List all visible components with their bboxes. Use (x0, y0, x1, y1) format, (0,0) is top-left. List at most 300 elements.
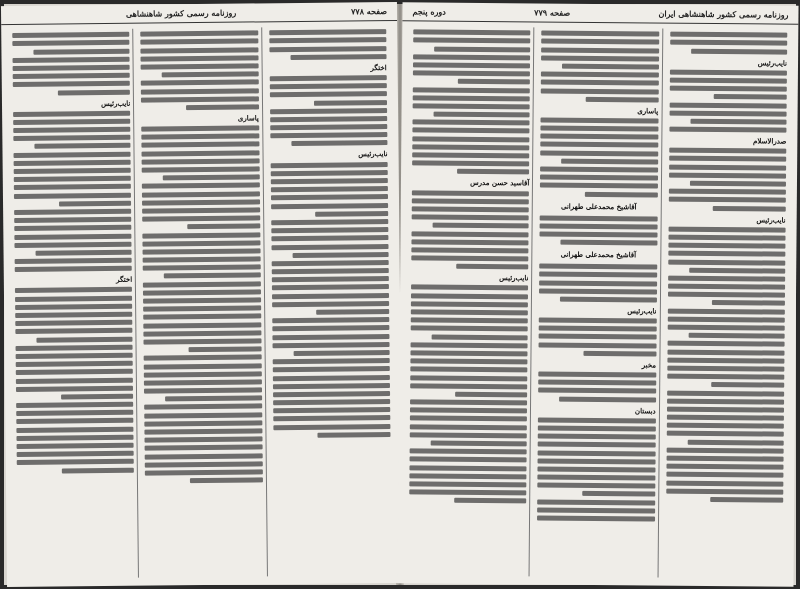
left-page-column-1 (266, 26, 395, 576)
text-line (61, 467, 134, 473)
text-line (668, 275, 785, 281)
text-line (668, 251, 785, 257)
text-line (540, 175, 657, 181)
text-line (667, 325, 784, 331)
text-line (163, 175, 259, 181)
text-line (666, 472, 783, 478)
text-line (142, 183, 259, 189)
text-line (410, 350, 527, 356)
left-page-column-2 (138, 27, 268, 577)
text-line (541, 80, 658, 86)
text-line (432, 334, 528, 340)
text-line (142, 125, 259, 131)
text-line (271, 260, 388, 266)
text-line (143, 216, 260, 222)
text-line (271, 203, 388, 209)
text-line (411, 239, 528, 245)
text-line (668, 243, 785, 249)
text-line (538, 483, 655, 489)
text-line (412, 206, 529, 212)
text-line (666, 447, 783, 453)
text-line (667, 406, 784, 412)
text-line (141, 96, 258, 102)
text-line (539, 288, 656, 294)
text-line (143, 306, 260, 312)
text-line (413, 71, 530, 77)
text-line (15, 287, 132, 293)
text-line (457, 169, 530, 175)
text-line (272, 358, 389, 364)
text-line (538, 425, 655, 431)
text-line (318, 432, 391, 438)
text-line (142, 199, 259, 205)
text-line (35, 143, 131, 149)
text-line (13, 127, 130, 133)
text-line (538, 458, 655, 464)
text-line (141, 39, 258, 45)
text-line (412, 152, 529, 158)
text-line (186, 104, 259, 110)
text-line (273, 424, 390, 430)
right-page-column-2 (534, 27, 663, 577)
text-line (142, 191, 259, 197)
text-line (667, 398, 784, 404)
text-line (668, 226, 785, 232)
text-line (668, 235, 785, 241)
text-line (145, 420, 262, 426)
text-line (539, 334, 656, 340)
text-line (143, 297, 260, 303)
text-line (270, 116, 387, 122)
text-line (667, 357, 784, 363)
text-line (272, 301, 389, 307)
text-line (269, 29, 386, 35)
text-line (562, 64, 658, 70)
text-line (434, 112, 530, 118)
text-line (142, 134, 259, 140)
speaker-heading: آقاشیخ محمدعلی طهرانی (560, 249, 637, 260)
text-line (562, 158, 658, 164)
speaker-heading: اختگر (370, 62, 387, 72)
right-page-column-1 (662, 29, 790, 579)
text-line (15, 328, 132, 334)
text-line (13, 65, 130, 71)
text-line (141, 63, 258, 69)
text-line (269, 37, 386, 43)
text-line (412, 214, 529, 220)
text-line (669, 127, 786, 133)
text-line (537, 507, 654, 513)
text-line (145, 445, 262, 451)
text-line (14, 160, 131, 166)
text-line (413, 30, 530, 36)
text-line (270, 108, 387, 114)
text-line (411, 309, 528, 315)
text-line (538, 434, 655, 440)
text-line (540, 166, 657, 172)
text-line (690, 119, 786, 125)
text-line (456, 264, 529, 270)
right-page-period: دوره پنجم (412, 6, 446, 17)
text-line (14, 184, 131, 190)
right-page-columns (406, 26, 791, 578)
text-line (270, 178, 387, 184)
text-line (713, 206, 786, 212)
text-line (14, 233, 131, 239)
text-line (410, 399, 527, 405)
text-line (541, 88, 658, 94)
text-line (412, 120, 529, 126)
text-line (144, 379, 261, 385)
text-line (412, 128, 529, 134)
text-line (142, 150, 259, 156)
text-line (271, 276, 388, 282)
text-line (670, 32, 787, 38)
text-line (411, 293, 528, 299)
text-line (16, 435, 133, 441)
text-line (271, 244, 388, 250)
open-book-spread (4, 4, 796, 585)
text-line (144, 387, 261, 393)
speaker-heading: نایب‌رئیس (101, 98, 131, 108)
text-line (667, 316, 784, 322)
text-line (141, 31, 258, 37)
text-line (540, 223, 657, 229)
text-line (539, 380, 656, 386)
text-line (411, 247, 528, 253)
text-line (141, 55, 258, 61)
text-line (691, 48, 787, 54)
text-line (669, 102, 786, 108)
text-line (16, 369, 133, 375)
text-line (14, 176, 131, 182)
text-line (710, 497, 783, 503)
text-line (162, 72, 258, 78)
text-line (413, 54, 530, 60)
text-line (314, 100, 387, 106)
text-line (16, 353, 133, 359)
text-line (292, 252, 388, 258)
text-line (16, 344, 133, 350)
text-line (142, 142, 259, 148)
text-line (411, 255, 528, 261)
text-line (541, 134, 658, 140)
text-line (14, 217, 131, 223)
text-line (273, 407, 390, 413)
text-line (190, 478, 263, 484)
text-line (13, 73, 130, 79)
text-line (143, 232, 260, 238)
text-line (711, 382, 784, 388)
text-line (666, 488, 783, 494)
right-page-header-title: روزنامه رسمی کشور شاهنشاهی ایران (658, 8, 789, 20)
text-line (293, 350, 389, 356)
text-line (541, 72, 658, 78)
text-line (667, 423, 784, 429)
text-line (269, 46, 386, 52)
text-line (541, 47, 658, 53)
speaker-heading: آقاسید حسن مدرس (470, 178, 530, 188)
text-line (538, 442, 655, 448)
text-line (413, 62, 530, 68)
text-line (273, 375, 390, 381)
right-page (397, 2, 798, 586)
text-line (141, 47, 258, 53)
text-line (13, 56, 130, 62)
text-line (586, 97, 659, 103)
text-line (666, 456, 783, 462)
text-line (143, 256, 260, 262)
text-line (410, 367, 527, 373)
text-line (16, 418, 133, 424)
text-line (540, 264, 657, 270)
text-line (14, 225, 131, 231)
text-line (145, 469, 262, 475)
text-line (669, 189, 786, 195)
text-line (144, 355, 261, 361)
text-line (269, 83, 386, 89)
text-line (142, 207, 259, 213)
text-line (14, 209, 131, 215)
text-line (410, 375, 527, 381)
text-line (542, 31, 659, 37)
text-line (541, 126, 658, 132)
text-line (16, 377, 133, 383)
text-line (690, 181, 786, 187)
right-page-column-3 (406, 26, 535, 576)
text-line (34, 48, 130, 54)
speaker-heading: نایب‌رئیس (499, 273, 529, 283)
text-line (539, 280, 656, 286)
text-line (272, 293, 389, 299)
text-line (667, 341, 784, 347)
text-line (669, 148, 786, 154)
text-line (540, 183, 657, 189)
right-page-header (402, 2, 798, 24)
text-line (272, 366, 389, 372)
text-line (13, 119, 130, 125)
text-line (411, 326, 528, 332)
text-line (57, 89, 130, 95)
text-line (273, 415, 390, 421)
text-line (670, 40, 787, 46)
text-line (15, 320, 132, 326)
text-line (409, 473, 526, 479)
text-line (272, 342, 389, 348)
speaker-heading: دبستان (634, 405, 656, 416)
text-line (36, 250, 132, 256)
text-line (144, 322, 261, 328)
text-line (539, 342, 656, 348)
text-line (271, 219, 388, 225)
text-line (582, 491, 655, 497)
text-line (16, 410, 133, 416)
text-line (668, 197, 785, 203)
text-line (668, 308, 785, 314)
text-line (144, 338, 261, 344)
text-line (687, 439, 783, 445)
left-page-header-title: روزنامه رسمی کشور شاهنشاهی (125, 7, 237, 19)
text-line (410, 383, 527, 389)
text-line (291, 140, 387, 146)
text-line (143, 265, 260, 271)
text-line (145, 437, 262, 443)
text-line (270, 162, 387, 168)
text-line (290, 54, 386, 60)
text-line (409, 465, 526, 471)
text-line (187, 224, 260, 230)
text-line (271, 186, 388, 192)
text-line (270, 170, 387, 176)
speaker-heading: نایب‌رئیس (756, 214, 786, 225)
text-line (409, 489, 526, 495)
text-line (667, 390, 784, 396)
text-line (669, 86, 786, 92)
text-line (410, 416, 527, 422)
text-line (143, 248, 260, 254)
text-line (270, 91, 387, 97)
text-line (412, 144, 529, 150)
text-line (538, 417, 655, 423)
text-line (143, 289, 260, 295)
text-line (538, 466, 655, 472)
text-line (413, 38, 530, 44)
text-line (538, 450, 655, 456)
text-line (316, 309, 389, 315)
text-line (413, 103, 530, 109)
text-line (144, 363, 261, 369)
speaker-heading: پاساری (637, 106, 659, 116)
text-line (37, 336, 133, 342)
text-line (15, 304, 132, 310)
text-line (412, 198, 529, 204)
text-line (412, 190, 529, 196)
text-line (667, 349, 784, 355)
text-line (541, 117, 658, 123)
text-line (538, 499, 655, 505)
text-line (273, 383, 390, 389)
text-line (712, 300, 785, 306)
text-line (144, 314, 261, 320)
text-line (61, 394, 134, 400)
text-line (141, 88, 258, 94)
text-line (410, 358, 527, 364)
text-line (144, 371, 261, 377)
left-page-number: صفحه ۷۷۸ (351, 6, 388, 17)
text-line (14, 241, 131, 247)
text-line (13, 81, 130, 87)
text-line (433, 223, 529, 229)
speaker-heading: مخبر (641, 360, 657, 370)
text-line (669, 164, 786, 170)
text-line (541, 142, 658, 148)
text-line (13, 135, 130, 141)
text-line (14, 151, 131, 157)
text-line (585, 191, 658, 197)
text-line (434, 46, 530, 52)
text-line (15, 266, 132, 272)
text-line (560, 396, 656, 402)
left-page-column-3 (9, 29, 139, 579)
text-line (409, 481, 526, 487)
text-line (669, 172, 786, 178)
text-line (272, 284, 389, 290)
text-line (12, 40, 129, 46)
text-line (143, 281, 260, 287)
text-line (144, 330, 261, 336)
text-line (270, 124, 387, 130)
text-line (142, 158, 259, 164)
text-line (14, 192, 131, 198)
speaker-heading: صدرالاسلام (752, 136, 787, 146)
text-line (16, 426, 133, 432)
text-line (539, 326, 656, 332)
text-line (12, 32, 129, 38)
text-line (539, 371, 656, 377)
text-line (583, 351, 656, 357)
text-line (411, 285, 528, 291)
text-line (410, 424, 527, 430)
text-line (59, 200, 132, 206)
text-line (272, 325, 389, 331)
text-line (273, 391, 390, 397)
speaker-heading: نایب‌رئیس (757, 57, 788, 68)
text-line (412, 231, 529, 237)
text-line (272, 334, 389, 340)
text-line (670, 78, 787, 84)
text-line (13, 110, 130, 116)
text-line (15, 312, 132, 318)
text-line (539, 272, 656, 278)
text-line (538, 475, 655, 481)
left-page-header (1, 2, 397, 25)
text-line (145, 453, 262, 459)
text-line (17, 459, 134, 465)
text-line (271, 235, 388, 241)
text-line (145, 461, 262, 467)
text-line (269, 75, 386, 81)
text-line (540, 215, 657, 221)
speaker-heading: اختگر (116, 274, 133, 285)
text-line (410, 449, 527, 455)
text-line (145, 412, 262, 418)
text-line (561, 240, 657, 246)
text-line (411, 301, 528, 307)
text-line (411, 318, 528, 324)
speaker-heading: پاساری (237, 113, 259, 123)
text-line (431, 441, 527, 447)
text-line (144, 404, 261, 410)
text-line (271, 194, 388, 200)
text-line (16, 385, 133, 391)
text-line (537, 515, 654, 521)
text-line (315, 211, 388, 217)
text-line (145, 428, 262, 434)
text-line (454, 498, 527, 504)
text-line (17, 451, 134, 457)
left-page (1, 2, 403, 587)
text-line (412, 136, 529, 142)
text-line (271, 268, 388, 274)
text-line (272, 317, 389, 323)
text-line (666, 480, 783, 486)
text-line (410, 408, 527, 414)
text-line (164, 273, 260, 279)
text-line (271, 227, 388, 233)
speaker-heading: نایب‌رئیس (627, 306, 657, 316)
text-line (17, 443, 134, 449)
text-line (540, 231, 657, 237)
